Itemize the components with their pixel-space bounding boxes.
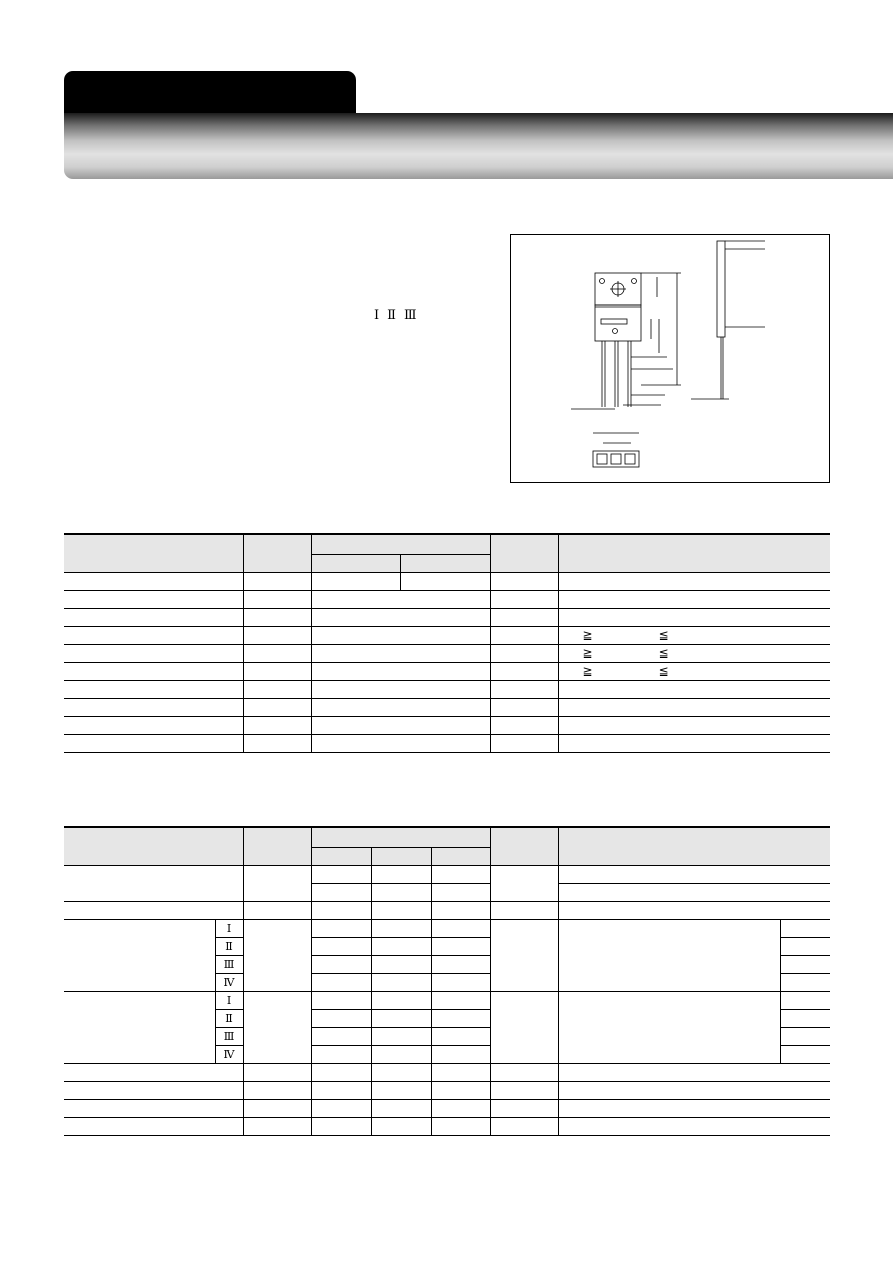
table-cell bbox=[431, 1081, 490, 1099]
table-cell bbox=[243, 919, 311, 991]
condition-symbol: ≧ bbox=[582, 646, 593, 660]
table-cell bbox=[490, 644, 558, 662]
table-cell bbox=[243, 1099, 311, 1117]
table-cell bbox=[311, 590, 490, 608]
table-cell bbox=[243, 991, 311, 1063]
package-diagram bbox=[511, 235, 831, 484]
table-row bbox=[64, 1081, 830, 1099]
bottom-view-lead bbox=[597, 454, 607, 464]
table-cell bbox=[64, 1099, 243, 1117]
table-cell bbox=[490, 590, 558, 608]
table-cell bbox=[431, 919, 490, 937]
header-cell bbox=[243, 534, 311, 572]
table-cell bbox=[431, 1045, 490, 1063]
table-cell bbox=[243, 901, 311, 919]
condition-cell bbox=[558, 626, 830, 644]
table-cell bbox=[558, 883, 830, 901]
table-cell bbox=[558, 698, 830, 716]
table-cell bbox=[371, 937, 431, 955]
condition-symbol: ≧ bbox=[582, 664, 593, 678]
body-outline bbox=[595, 305, 641, 341]
max-ratings-table bbox=[64, 533, 830, 753]
header-cell bbox=[371, 847, 431, 865]
table-cell bbox=[490, 608, 558, 626]
header-cell bbox=[558, 534, 830, 572]
table-cell bbox=[64, 991, 215, 1063]
table-cell bbox=[558, 608, 830, 626]
table-cell bbox=[431, 1063, 490, 1081]
table-cell bbox=[490, 865, 558, 901]
table-cell bbox=[780, 973, 830, 991]
table-cell bbox=[490, 1081, 558, 1099]
table-cell bbox=[371, 865, 431, 883]
table-row bbox=[64, 662, 830, 680]
rank-cell: Ⅳ bbox=[215, 973, 243, 991]
table-cell bbox=[243, 1117, 311, 1135]
table-cell bbox=[243, 865, 311, 901]
table-cell bbox=[64, 662, 243, 680]
header-cell bbox=[431, 847, 490, 865]
table-row bbox=[64, 991, 830, 1009]
table-row bbox=[64, 590, 830, 608]
table-cell bbox=[371, 1099, 431, 1117]
table-cell bbox=[371, 955, 431, 973]
table-cell bbox=[311, 1117, 371, 1135]
table-cell bbox=[431, 955, 490, 973]
table-cell bbox=[558, 572, 830, 590]
table-cell bbox=[311, 955, 371, 973]
table-cell bbox=[311, 1099, 371, 1117]
table-row bbox=[64, 1099, 830, 1117]
table-cell bbox=[780, 937, 830, 955]
table-cell bbox=[490, 901, 558, 919]
table-cell bbox=[311, 680, 490, 698]
header-cell bbox=[490, 827, 558, 865]
table-cell bbox=[243, 680, 311, 698]
table-cell bbox=[311, 1081, 371, 1099]
table-cell bbox=[431, 865, 490, 883]
header-cell bbox=[400, 554, 490, 572]
condition-symbol: ≦ bbox=[658, 664, 669, 678]
table-row bbox=[64, 919, 830, 937]
characteristics-table bbox=[64, 826, 830, 1136]
table-cell bbox=[64, 698, 243, 716]
header-cell bbox=[311, 534, 490, 554]
table-cell bbox=[243, 662, 311, 680]
table-cell bbox=[490, 734, 558, 752]
table-row bbox=[64, 901, 830, 919]
table-cell bbox=[431, 937, 490, 955]
table-cell bbox=[371, 883, 431, 901]
table-cell bbox=[311, 1027, 371, 1045]
table-row bbox=[64, 1063, 830, 1081]
table-cell bbox=[371, 1117, 431, 1135]
table-cell bbox=[64, 716, 243, 734]
table-cell bbox=[558, 901, 830, 919]
table-cell bbox=[558, 716, 830, 734]
condition-cell bbox=[558, 644, 830, 662]
classification-mark: Ⅰ bbox=[374, 308, 388, 323]
table-cell bbox=[431, 991, 490, 1009]
table-cell bbox=[64, 1081, 243, 1099]
table-cell bbox=[311, 919, 371, 937]
table-row bbox=[64, 572, 830, 590]
header-cell bbox=[311, 827, 490, 847]
table-cell bbox=[558, 1063, 830, 1081]
table-cell bbox=[243, 716, 311, 734]
table-row bbox=[64, 608, 830, 626]
condition-symbol: ≧ bbox=[582, 628, 593, 642]
table-cell bbox=[490, 1099, 558, 1117]
table-cell bbox=[371, 1045, 431, 1063]
table-cell bbox=[558, 590, 830, 608]
header-cell bbox=[64, 534, 243, 572]
table-cell bbox=[311, 901, 371, 919]
table-cell bbox=[371, 919, 431, 937]
side-view-body bbox=[717, 241, 725, 337]
table-cell bbox=[558, 1081, 830, 1099]
header-cell bbox=[311, 847, 371, 865]
table-cell bbox=[490, 572, 558, 590]
marking-area bbox=[601, 319, 627, 324]
table-cell bbox=[371, 901, 431, 919]
table-cell bbox=[371, 1081, 431, 1099]
table-cell bbox=[311, 572, 400, 590]
table-cell bbox=[780, 991, 830, 1009]
table-cell bbox=[311, 644, 490, 662]
table-cell bbox=[780, 1027, 830, 1045]
table-cell bbox=[371, 991, 431, 1009]
table-cell bbox=[431, 973, 490, 991]
condition-cell bbox=[558, 662, 830, 680]
table-cell bbox=[311, 865, 371, 883]
classification-marks bbox=[374, 308, 425, 323]
table-cell bbox=[558, 734, 830, 752]
bottom-view-body bbox=[593, 451, 639, 467]
table-cell bbox=[431, 1027, 490, 1045]
table-cell bbox=[64, 734, 243, 752]
table-cell bbox=[64, 919, 215, 991]
table-cell bbox=[371, 1009, 431, 1027]
condition-symbol: ≦ bbox=[658, 628, 669, 642]
table-cell bbox=[490, 1117, 558, 1135]
table-cell bbox=[431, 1009, 490, 1027]
rank-cell: Ⅱ bbox=[215, 1009, 243, 1027]
table-row bbox=[64, 716, 830, 734]
table-cell bbox=[64, 865, 243, 901]
table-cell bbox=[311, 1009, 371, 1027]
table-cell bbox=[780, 1045, 830, 1063]
table-cell bbox=[490, 716, 558, 734]
classification-mark: Ⅲ bbox=[403, 308, 425, 323]
table-cell bbox=[243, 572, 311, 590]
table-cell bbox=[243, 1063, 311, 1081]
table-cell bbox=[243, 644, 311, 662]
table-cell bbox=[558, 680, 830, 698]
header-cell bbox=[243, 827, 311, 865]
table-cell bbox=[311, 716, 490, 734]
table-cell bbox=[431, 1099, 490, 1117]
table-cell bbox=[490, 680, 558, 698]
table-cell bbox=[780, 1009, 830, 1027]
rank-cell: Ⅰ bbox=[215, 919, 243, 937]
table-cell bbox=[780, 919, 830, 937]
table-cell bbox=[558, 865, 830, 883]
header-cell bbox=[311, 554, 400, 572]
table-cell bbox=[311, 937, 371, 955]
classification-mark: Ⅱ bbox=[387, 308, 404, 323]
table-cell bbox=[243, 626, 311, 644]
table-cell bbox=[490, 698, 558, 716]
table-cell bbox=[243, 734, 311, 752]
header-cell bbox=[490, 534, 558, 572]
table-cell bbox=[431, 901, 490, 919]
table-row bbox=[64, 865, 830, 883]
package-outline-drawing bbox=[510, 234, 830, 483]
rank-cell: Ⅲ bbox=[215, 1027, 243, 1045]
pin-marker bbox=[600, 279, 605, 284]
table-cell bbox=[64, 1117, 243, 1135]
table-cell bbox=[311, 734, 490, 752]
table-cell bbox=[371, 1063, 431, 1081]
table-cell bbox=[371, 973, 431, 991]
rank-cell: Ⅲ bbox=[215, 955, 243, 973]
table-row bbox=[64, 698, 830, 716]
table-cell bbox=[64, 644, 243, 662]
table-cell bbox=[311, 698, 490, 716]
table-row bbox=[64, 1117, 830, 1135]
header-cell bbox=[558, 827, 830, 865]
table-cell bbox=[64, 608, 243, 626]
table-cell bbox=[243, 590, 311, 608]
table-row bbox=[64, 644, 830, 662]
table-cell bbox=[64, 901, 243, 919]
table-cell bbox=[64, 572, 243, 590]
table-row bbox=[64, 734, 830, 752]
table-cell bbox=[311, 973, 371, 991]
table-cell bbox=[490, 626, 558, 644]
table-cell bbox=[243, 608, 311, 626]
table-cell bbox=[64, 590, 243, 608]
header-band bbox=[64, 113, 893, 179]
table-cell bbox=[490, 991, 558, 1063]
bottom-view-lead bbox=[611, 454, 621, 464]
table-cell bbox=[558, 1099, 830, 1117]
table-cell bbox=[431, 883, 490, 901]
condition-symbol: ≦ bbox=[658, 646, 669, 660]
table-cell bbox=[490, 1063, 558, 1081]
table-cell bbox=[431, 1117, 490, 1135]
table-cell bbox=[311, 991, 371, 1009]
table-cell bbox=[490, 919, 558, 991]
table-cell bbox=[64, 1063, 243, 1081]
pin-marker bbox=[632, 279, 637, 284]
table-cell bbox=[780, 955, 830, 973]
table-cell bbox=[243, 698, 311, 716]
table-cell bbox=[371, 1027, 431, 1045]
table-cell bbox=[64, 626, 243, 644]
rank-cell: Ⅳ bbox=[215, 1045, 243, 1063]
table-cell bbox=[311, 1045, 371, 1063]
ejector-mark bbox=[613, 329, 618, 334]
table-cell bbox=[558, 1117, 830, 1135]
rank-cell: Ⅱ bbox=[215, 937, 243, 955]
header-cell bbox=[64, 827, 243, 865]
header-tab bbox=[64, 71, 356, 116]
table-cell bbox=[558, 991, 780, 1063]
table-cell bbox=[400, 572, 490, 590]
table-cell bbox=[558, 919, 780, 991]
table-cell bbox=[243, 1081, 311, 1099]
table-row bbox=[64, 680, 830, 698]
table-cell bbox=[311, 662, 490, 680]
table-cell bbox=[311, 883, 371, 901]
table-cell bbox=[311, 626, 490, 644]
table-cell bbox=[490, 662, 558, 680]
table-row bbox=[64, 626, 830, 644]
table-cell bbox=[311, 1063, 371, 1081]
table-cell bbox=[64, 680, 243, 698]
bottom-view-lead bbox=[625, 454, 635, 464]
table-cell bbox=[311, 608, 490, 626]
rank-cell: Ⅰ bbox=[215, 991, 243, 1009]
